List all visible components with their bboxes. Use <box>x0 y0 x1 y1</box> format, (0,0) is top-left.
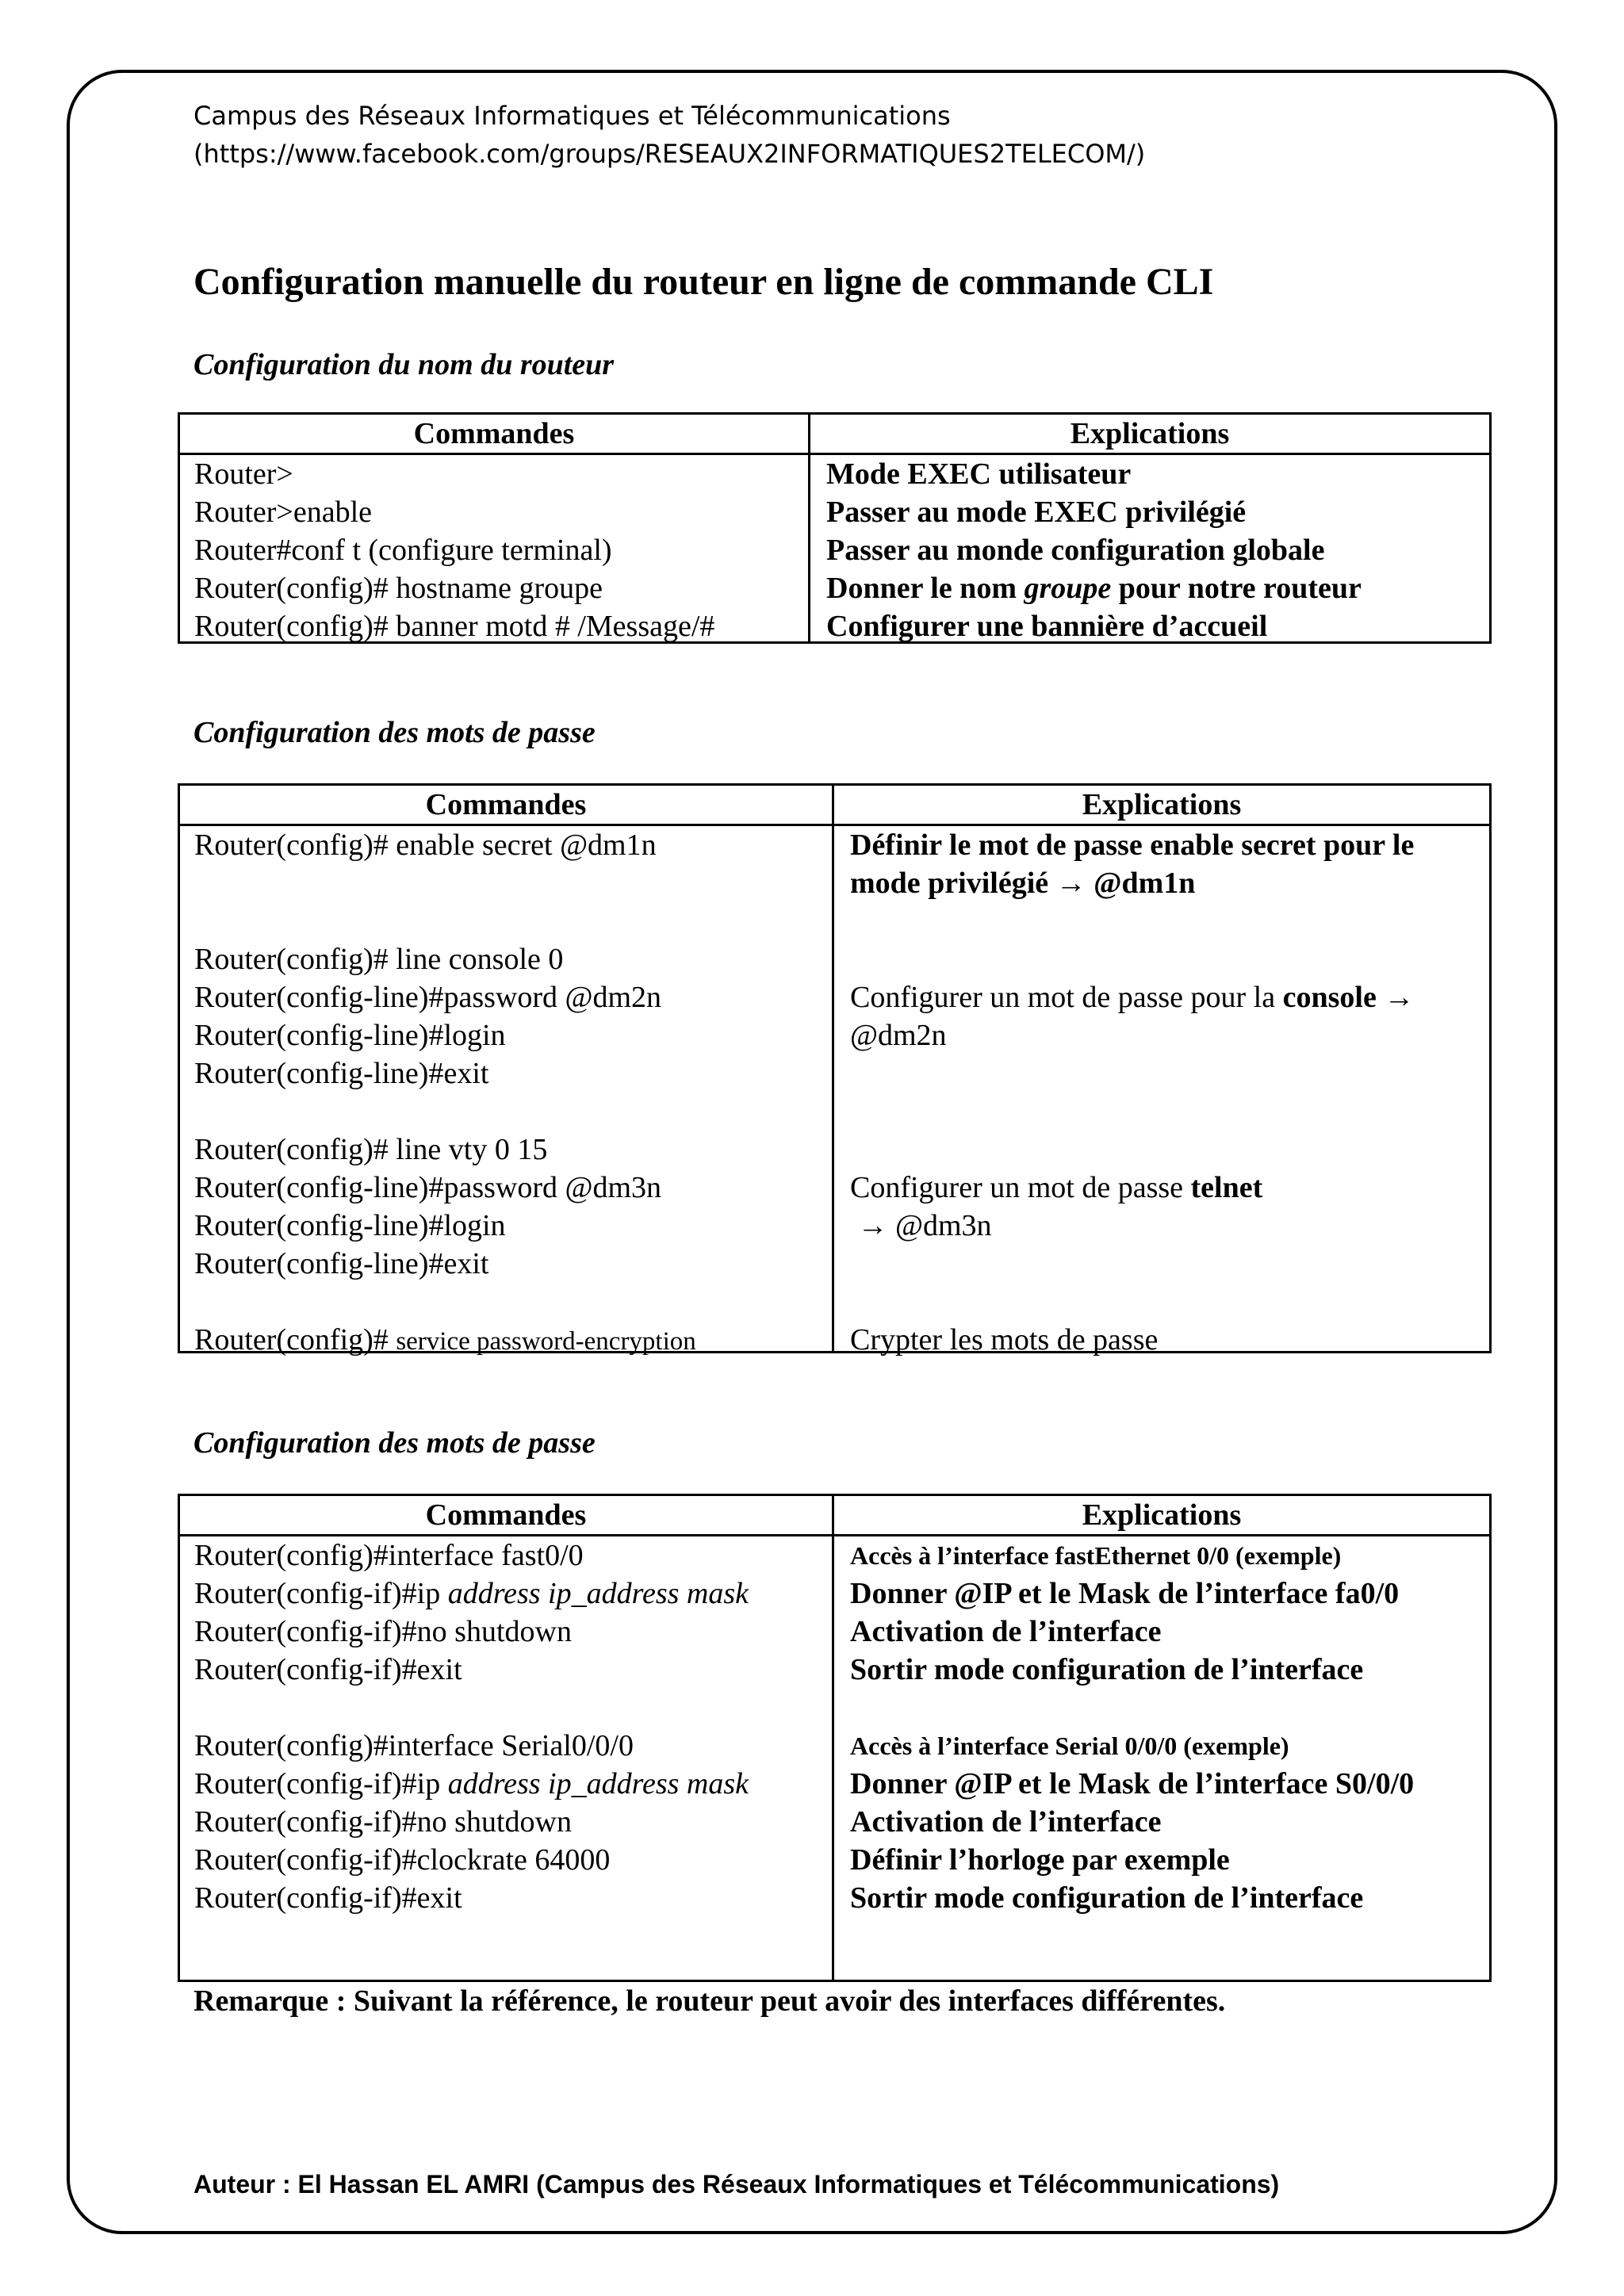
command-line: Router(config-line)#password @dm3n <box>194 1171 662 1204</box>
explications-cell <box>850 1536 1414 1917</box>
explanation-line: Accès à l’interface fastEthernet 0/0 (exemple) <box>850 1541 1342 1570</box>
column-divider <box>832 786 834 1351</box>
column-header-explications: Explications <box>1070 417 1230 450</box>
command-italic-text: address ip_address mask <box>447 1767 749 1800</box>
command-line: Router(config)#interface fast0/0 <box>194 1539 584 1572</box>
command-line: Router(config)# hostname groupe <box>194 572 603 605</box>
commands-cell <box>194 1536 749 1917</box>
command-line: Router> <box>194 457 293 491</box>
explanation-line: Définir l’horloge par exemple <box>850 1843 1230 1877</box>
explanation-line-console <box>850 978 1414 1016</box>
command-line: Router(config-if)#no shutdown <box>194 1615 572 1648</box>
header-facebook-link[interactable]: (https://www.facebook.com/groups/RESEAUX2INFORMATIQUES2TELECOM/) <box>193 139 1146 169</box>
command-line: Router(config-line)#exit <box>194 1247 489 1280</box>
column-divider <box>832 1496 834 1980</box>
command-line: Router(config)#interface Serial0/0/0 <box>194 1729 634 1762</box>
column-header-commands: Commandes <box>425 788 587 821</box>
page-header <box>193 97 1145 173</box>
explanation-line-secret <box>850 864 1414 902</box>
explanation-line-hostname <box>826 569 1362 607</box>
passwords-table <box>178 783 1492 1357</box>
remark-note: Remarque : Suivant la référence, le routeur peut avoir des interfaces différentes. <box>193 1984 1226 2018</box>
explanation-line: Sortir mode configuration de l’interface <box>850 1653 1364 1686</box>
explanation-text: Configurer un mot de passe <box>850 1171 1191 1204</box>
column-header-explications: Explications <box>1082 788 1242 821</box>
command-text: Router(config-if)#ip <box>194 1577 448 1610</box>
explanation-line: Crypter les mots de passe <box>850 1323 1159 1357</box>
section3-heading: Configuration des mots de passe <box>193 1426 596 1460</box>
password-value: @dm2n <box>850 1019 947 1052</box>
column-header-commands: Commandes <box>425 1498 587 1532</box>
author-footer: Auteur : El Hassan EL AMRI (Campus des Réseaux Informatiques et Télécommunications) <box>193 2170 1280 2198</box>
explanation-italic-text: groupe <box>1024 572 1112 605</box>
password-value: @dm1n <box>1094 867 1196 900</box>
explanation-line: Donner @IP et le Mask de l’interface S0/0/0 <box>850 1767 1415 1800</box>
explanation-text: pour notre routeur <box>1111 572 1362 605</box>
command-line: Router(config)# line vty 0 15 <box>194 1133 548 1166</box>
explanation-text: Configurer un mot de passe pour la <box>850 981 1283 1014</box>
command-line: Router(config-if)#no shutdown <box>194 1805 572 1839</box>
column-header-commands: Commandes <box>413 417 575 450</box>
command-line: Router(config-line)#exit <box>194 1057 489 1090</box>
command-line: Router(config)# enable secret @dm1n <box>194 828 657 862</box>
command-line: Router#conf t (configure terminal) <box>194 534 612 567</box>
explanation-bold-text: console <box>1282 981 1377 1014</box>
commands-cell <box>194 826 696 1359</box>
command-line: Router(config-line)#login <box>194 1209 506 1242</box>
explanation-line: Activation de l’interface <box>850 1615 1162 1648</box>
command-line: Router(config-if)#exit <box>194 1653 462 1686</box>
command-line: Router(config-line)#password @dm2n <box>194 981 662 1014</box>
explanation-line: Configurer une bannière d’accueil <box>826 610 1268 643</box>
column-header-explications: Explications <box>1082 1498 1242 1532</box>
explications-cell <box>826 455 1362 645</box>
explications-cell <box>850 826 1414 1359</box>
explanation-line: Passer au monde configuration globale <box>826 534 1325 567</box>
page-title: Configuration manuelle du routeur en ligne de commande CLI <box>193 261 1214 303</box>
command-line: Router(config)# line console 0 <box>194 943 564 976</box>
explanation-line: Sortir mode configuration de l’interface <box>850 1881 1364 1915</box>
command-line: Router(config-if)#exit <box>194 1881 462 1915</box>
explanation-line-telnet-value <box>850 1207 1414 1245</box>
command-line: Router(config-if)#clockrate 64000 <box>194 1843 611 1877</box>
explanation-text: mode privilégié <box>850 867 1049 900</box>
command-text-small: service password-encryption <box>396 1327 696 1356</box>
arrow-right-icon: → <box>857 1209 888 1242</box>
section1-heading: Configuration du nom du routeur <box>193 348 615 381</box>
explanation-line: Activation de l’interface <box>850 1805 1162 1839</box>
arrow-right-icon: → <box>1055 867 1086 900</box>
command-line: Router(config-line)#login <box>194 1019 506 1052</box>
arrow-right-icon: → <box>1384 981 1415 1014</box>
command-line: Router(config)# banner motd # /Message/# <box>194 610 715 643</box>
command-line-ip <box>194 1575 749 1613</box>
command-italic-text: address ip_address mask <box>447 1577 749 1610</box>
section2-heading: Configuration des mots de passe <box>193 716 596 749</box>
password-value: @dm3n <box>895 1209 992 1242</box>
explanation-line: Passer au mode EXEC privilégié <box>826 496 1247 529</box>
command-line-service <box>194 1321 696 1359</box>
explanation-text: Donner le nom <box>826 572 1025 605</box>
explanation-line: Donner @IP et le Mask de l’interface fa0/0 <box>850 1577 1400 1610</box>
interfaces-table <box>178 1494 1492 1982</box>
explanation-line: Définir le mot de passe enable secret pour le <box>850 828 1415 862</box>
command-text: Router(config-if)#ip <box>194 1767 448 1800</box>
command-line: Router>enable <box>194 496 373 529</box>
explanation-line-telnet <box>850 1169 1414 1207</box>
header-campus-name: Campus des Réseaux Informatiques et Télécommunications <box>193 101 951 131</box>
explanation-line: Mode EXEC utilisateur <box>826 457 1132 491</box>
commands-cell <box>194 455 714 645</box>
command-text: Router(config)# <box>194 1323 396 1357</box>
explanation-line: Accès à l’interface Serial 0/0/0 (exemple) <box>850 1732 1289 1760</box>
router-name-table <box>178 412 1492 644</box>
explanation-bold-text: telnet <box>1190 1171 1263 1204</box>
command-line-ip <box>194 1765 749 1803</box>
